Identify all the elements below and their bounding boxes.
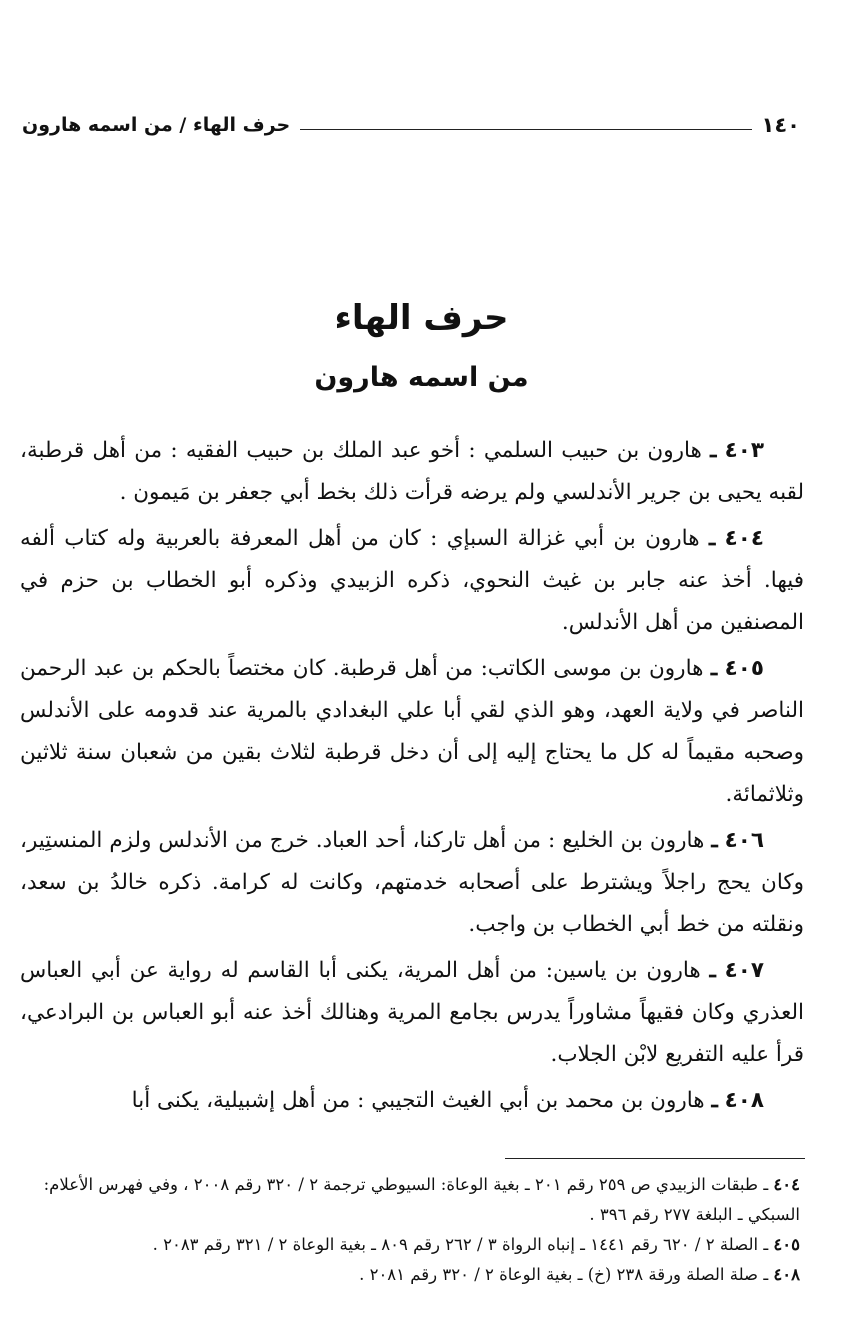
footnote [20,1260,800,1290]
entry-number: ٤٠٥ [724,656,764,681]
entry-separator: ـ [710,656,718,681]
entry [20,1080,804,1122]
entry-text: هارون بن موسى الكاتب: من أهل قرطبة. كان مختصاً بالحكم بن عبد الرحمن الناصر في ولاية العهد، وهو الذي لقي أبا علي البغدادي بالمرية عند قدومه على الأندلس وصحبه مقيماً له كل ما يحتاج إليه إلى أن دخل قرطبة لثلاث بقين من شعبان سنة ثلاثين وثلاثمائة. [20,656,804,807]
entry-text: هارون بن حبيب السلمي : أخو عبد الملك بن حبيب الفقيه : من أهل قرطبة، لقبه يحيى بن جرير الأندلسي ولم يرضه قرأت ذلك بخط أبي جعفر بن مَيمون . [20,438,804,505]
footnote-separator: ـ [763,1175,769,1194]
entry-number: ٤٠٧ [724,958,764,983]
footnote-separator: ـ [763,1235,769,1254]
entry-number: ٤٠٤ [724,526,764,551]
footnote-text: طبقات الزبيدي ص ٢٥٩ رقم ٢٠١ ـ بغية الوعاة: السيوطي ترجمة ٢ / ٣٢٠ رقم ٢٠٠٨ ، وفي فهرس الأعلام: السبكي ـ البلغة ٢٧٧ رقم ٣٩٦ . [43,1175,800,1224]
entry-text: هارون بن أبي غزالة السبإي : كان من أهل المعرفة بالعربية وله كتاب ألفه فيها. أخذ عنه جابر بن غيث النحوي، ذكره الزبيدي وذكره أبو الخطاب بن حزم في المصنفين من أهل الأندلس. [20,526,804,635]
entry-separator: ـ [711,828,718,853]
entry-separator: ـ [709,958,716,983]
entry-number: ٤٠٣ [724,438,764,463]
section-subtitle: من اسمه هارون [314,362,529,393]
entry-text: هارون بن ياسين: من أهل المرية، يكنى أبا القاسم له رواية عن أبي العباس العذري وكان فقيهاً مشاوراً يدرس بجامع المرية وهنالك أخذ عنه أبو العباس بن البرادعي، قرأ عليه التفريع لابْن الجلاب. [20,958,804,1067]
footnote-separator: ـ [763,1265,769,1284]
footnote-rule [505,1158,805,1159]
entry-separator: ـ [708,526,716,551]
footnote-text: صلة الصلة ورقة ٢٣٨ (خ) ـ بغية الوعاة ٢ / ٣٢٠ رقم ٢٠٨١ . [359,1265,759,1284]
footnote-text: الصلة ٢ / ٦٢٠ رقم ١٤٤١ ـ إنباه الرواة ٣ / ٢٦٢ رقم ٨٠٩ ـ بغية الوعاة ٢ / ٣٢١ رقم ٢٠٨٣ . [152,1235,759,1254]
entry-separator: ـ [711,1088,718,1113]
footnote-number: ٤٠٨ [773,1265,800,1284]
entry-separator: ـ [710,438,717,463]
entries-list [20,430,804,1126]
entry [20,950,804,1076]
section-title: حرف الهاء [334,298,509,338]
footnote [20,1170,800,1230]
entry-text: هارون بن الخليع : من أهل تاركنا، أحد العباد. خرج من الأندلس ولزم المنستِير، وكان يحج راجلاً ويشترط على أصحابه خدمتهم، وكانت له كرامة. ذكره خالدُ بن سعد، ونقلته من خط أبي الخطاب بن واجب. [20,828,804,937]
running-title: حرف الهاء / من اسمه هارون [22,114,291,136]
footnote-number: ٤٠٤ [773,1175,800,1194]
page-number: ١٤٠ [761,113,800,137]
header-rule [300,129,751,130]
entry [20,820,804,946]
footnote [20,1230,800,1260]
running-header [22,108,800,142]
entry-number: ٤٠٨ [724,1088,764,1113]
entry [20,648,804,816]
entry-number: ٤٠٦ [724,828,764,853]
entry-text: هارون بن محمد بن أبي الغيث التجيبي : من أهل إشبيلية، يكنى أبا [131,1088,705,1113]
entry [20,430,804,514]
footnotes [20,1170,800,1290]
entry [20,518,804,644]
footnote-number: ٤٠٥ [773,1235,800,1254]
